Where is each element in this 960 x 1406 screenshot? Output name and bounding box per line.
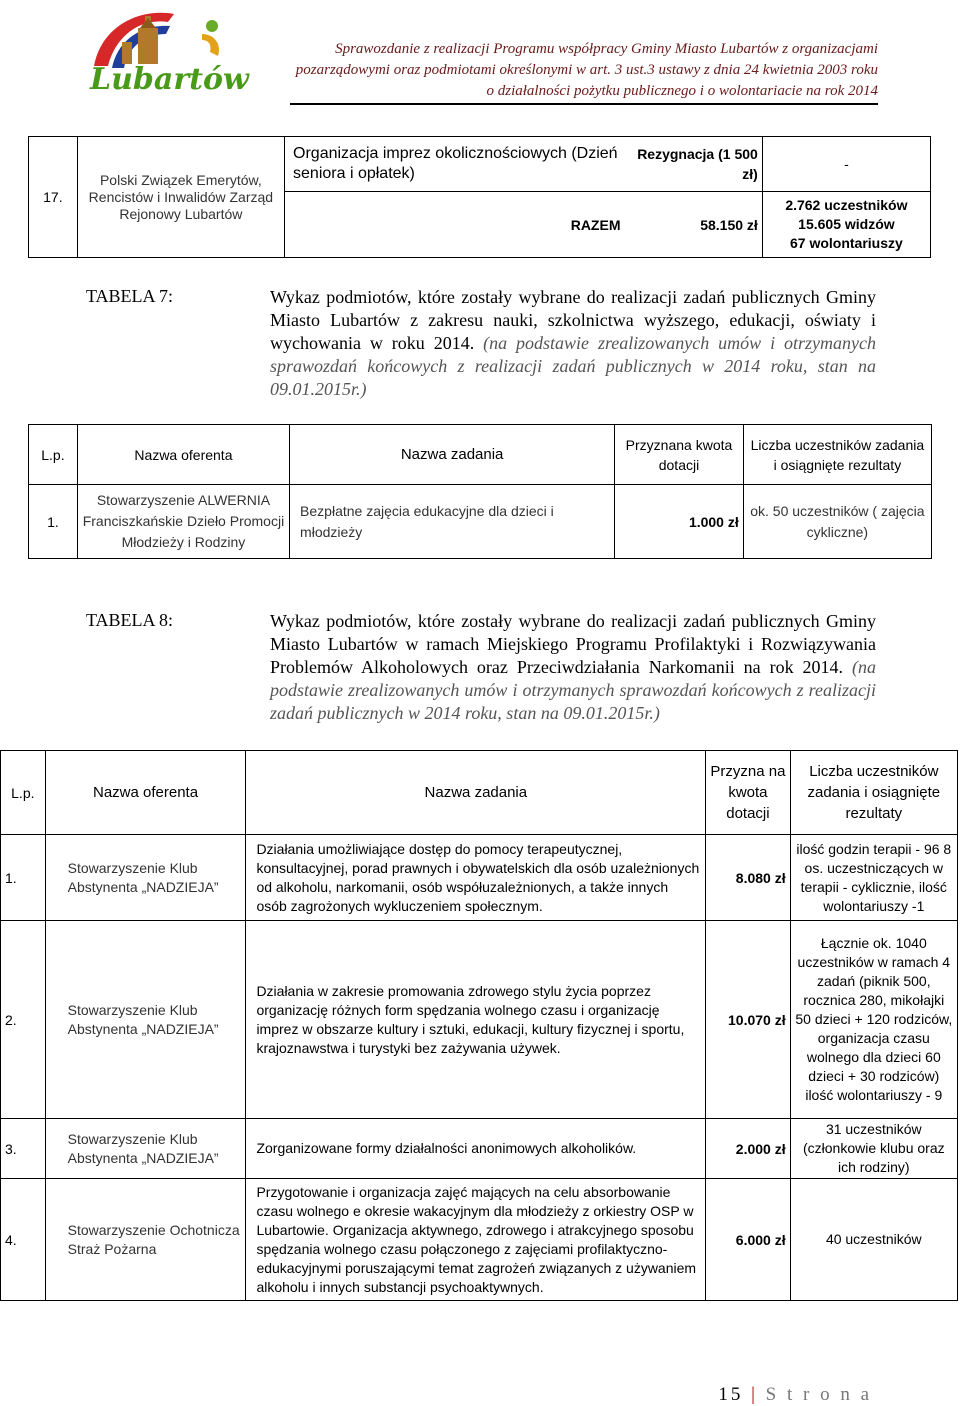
row-org: Polski Związek Emerytów, Rencistów i Inwalidów Zarząd Rejonowy Lubartów <box>77 137 284 258</box>
col-lp-header: L.p. <box>1 751 46 835</box>
row-task: Organizacja imprez okolicznościowych (Dzień seniora i opłatek) <box>285 137 625 192</box>
row-task: Działania umożliwiające dostęp do pomocy terapeutycznej, konsultacyjnej, porad prawnych i obywatelskich dla osób uzależnionych od alkoholu, narkomanii, osób współuzależnionych, a także innych osób zagrożonych wykluczeniem społecznym. <box>246 835 706 921</box>
table-row <box>1 835 958 921</box>
row-result: 40 uczestników <box>790 1179 957 1301</box>
table7 <box>28 424 932 559</box>
col-amount-header: Przyzna na kwota dotacji <box>706 751 790 835</box>
row-amount: 2.000 zł <box>706 1119 790 1179</box>
row-lp: 3. <box>1 1119 46 1179</box>
col-org-header: Nazwa oferenta <box>45 751 246 835</box>
total-result <box>762 192 930 258</box>
page-number: 15 <box>718 1384 744 1405</box>
table-row-17 <box>28 136 931 258</box>
row-result: Łącznie ok. 1040 uczestników w ramach 4 zadań (piknik 500, rocznica 280, mikołajki 50 dzieci + 120 rodziców, organizacja czasu wolnego dla dzieci 60 dzieci + 30 rodziców) ilość wolontariuszy - 9 <box>790 921 957 1119</box>
table7-heading <box>270 286 876 401</box>
col-task-header: Nazwa zadania <box>246 751 706 835</box>
col-amount-header: Przyznana kwota dotacji <box>615 425 744 485</box>
row-amount: 6.000 zł <box>706 1179 790 1301</box>
row-lp: 1. <box>29 485 78 559</box>
table8-label: TABELA 8: <box>86 610 174 630</box>
row-amount: 1.000 zł <box>615 485 744 559</box>
row-lp: 1. <box>1 835 46 921</box>
header-line-2: pozarządowymi oraz podmiotami określonymi w art. 3 ust.3 ustawy z dnia 24 kwietnia 2003 roku <box>295 62 878 78</box>
page-separator: | <box>751 1384 758 1405</box>
row-org: Stowarzyszenie Klub Abstynenta „NADZIEJA” <box>45 1119 246 1179</box>
page-word: S t r o n a <box>765 1384 872 1405</box>
row-amount: 8.080 zł <box>706 835 790 921</box>
table-row <box>1 921 958 1119</box>
row-result: ilość godzin terapii - 96 8 os. uczestniczących w terapii - cyklicznie, ilość wolontariuszy -1 <box>790 835 957 921</box>
row-task: Działania w zakresie promowania zdrowego stylu życia poprzez organizację różnych form spędzania wolnego czasu i organizację imprez w obszarze kultury i sztuki, edukacji, kultury fizycznej i sportu, krajoznawstwa i turystyki bez zażywania używek. <box>246 921 706 1119</box>
table8-note: (na podstawie zrealizowanych umów i otrzymanych sprawozdań końcowych z realizacji zadań publicznych w 2014 roku, stan na 09.01.2015r.) <box>270 657 877 723</box>
col-result-header: Liczba uczestników zadania i osiągnięte rezultaty <box>790 751 957 835</box>
total-result-volunteers: 67 wolontariuszy <box>790 235 903 251</box>
col-task-header: Nazwa zadania <box>290 425 615 485</box>
table8-title: Wykaz podmiotów, które zostały wybrane do realizacji zadań publicznych Gminy Miasto Lubartów w ramach Miejskiego Programu Profilaktyki i Rozwiązywania Problemów Alkoholowych oraz Przeciwdziałania Narkomanii na rok 2014. <box>270 611 876 677</box>
row-task: Bezpłatne zajęcia edukacyjne dla dzieci i młodzieży <box>290 485 615 559</box>
table-row <box>29 137 931 192</box>
row-result: 31 uczestników (członkowie klubu oraz ich rodziny) <box>790 1119 957 1179</box>
row-lp: 17. <box>29 137 78 258</box>
total-result-participants: 2.762 uczestników <box>785 197 908 213</box>
table7-note: (na podstawie zrealizowanych umów i otrzymanych sprawozdań końcowych z realizacji zadań publicznych w 2014 roku, stan na 09.01.2015r.) <box>270 333 876 399</box>
table-header-row <box>1 751 958 835</box>
header-line-1: Sprawozdanie z realizacji Programu współpracy Gminy Miasto Lubartów z organizacjami <box>335 41 878 57</box>
header-line-3: o działalności pożytku publicznego i o wolontariacie na rok 2014 <box>486 83 878 99</box>
table-row <box>1 1119 958 1179</box>
row-org: Stowarzyszenie Klub Abstynenta „NADZIEJA” <box>45 921 246 1119</box>
row-amount: 10.070 zł <box>706 921 790 1119</box>
table-row <box>29 485 932 559</box>
row-task: Przygotowanie i organizacja zajęć mających na celu absorbowanie czasu wolnego e okresie wakacyjnym dla młodzieży z orkiestry OSP w Lubartowie. Organizacja aktywnego, zdrowego i atrakcyjnego sposobu spędzania wolnego czasu połączonego z zajęciami profilaktyczno-edukacyjnymi poruszającymi temat zagrożeń związanych z używaniem alkoholu i innych substancji psychoaktywnych. <box>246 1179 706 1301</box>
total-result-viewers: 15.605 widzów <box>798 216 895 232</box>
row-lp: 4. <box>1 1179 46 1301</box>
table7-label: TABELA 7: <box>86 286 174 306</box>
row-result: ok. 50 uczestników ( zajęcia cykliczne) <box>743 485 931 559</box>
table-header-row <box>29 425 932 485</box>
col-org-header: Nazwa oferenta <box>77 425 289 485</box>
row-org: Stowarzyszenie Ochotnicza Straż Pożarna <box>45 1179 246 1301</box>
row-org: Stowarzyszenie Klub Abstynenta „NADZIEJA” <box>45 835 246 921</box>
logo <box>82 4 249 100</box>
header-rule <box>290 103 878 105</box>
row-result: - <box>762 137 930 192</box>
row-amount: Rezygnacja (1 500 zł) <box>624 137 762 192</box>
col-lp-header: L.p. <box>29 425 78 485</box>
total-label: RAZEM <box>285 192 625 258</box>
table7-title: Wykaz podmiotów, które zostały wybrane do realizacji zadań publicznych Gminy Miasto Lubartów z zakresu nauki, szkolnictwa wyższego, edukacji, oświaty i wychowania w roku 2014. <box>270 287 876 353</box>
table8-heading <box>270 610 876 725</box>
total-amount: 58.150 zł <box>624 192 762 258</box>
row-org: Stowarzyszenie ALWERNIA Franciszkańskie Dzieło Promocji Młodzieży i Rodziny <box>77 485 289 559</box>
logo-text: Lubartów <box>90 62 249 97</box>
table-row <box>1 1179 958 1301</box>
row-task: Zorganizowane formy działalności anonimowych alkoholików. <box>246 1119 706 1179</box>
col-result-header: Liczba uczestników zadania i osiągnięte rezultaty <box>743 425 931 485</box>
table8 <box>0 750 958 1301</box>
row-lp: 2. <box>1 921 46 1119</box>
